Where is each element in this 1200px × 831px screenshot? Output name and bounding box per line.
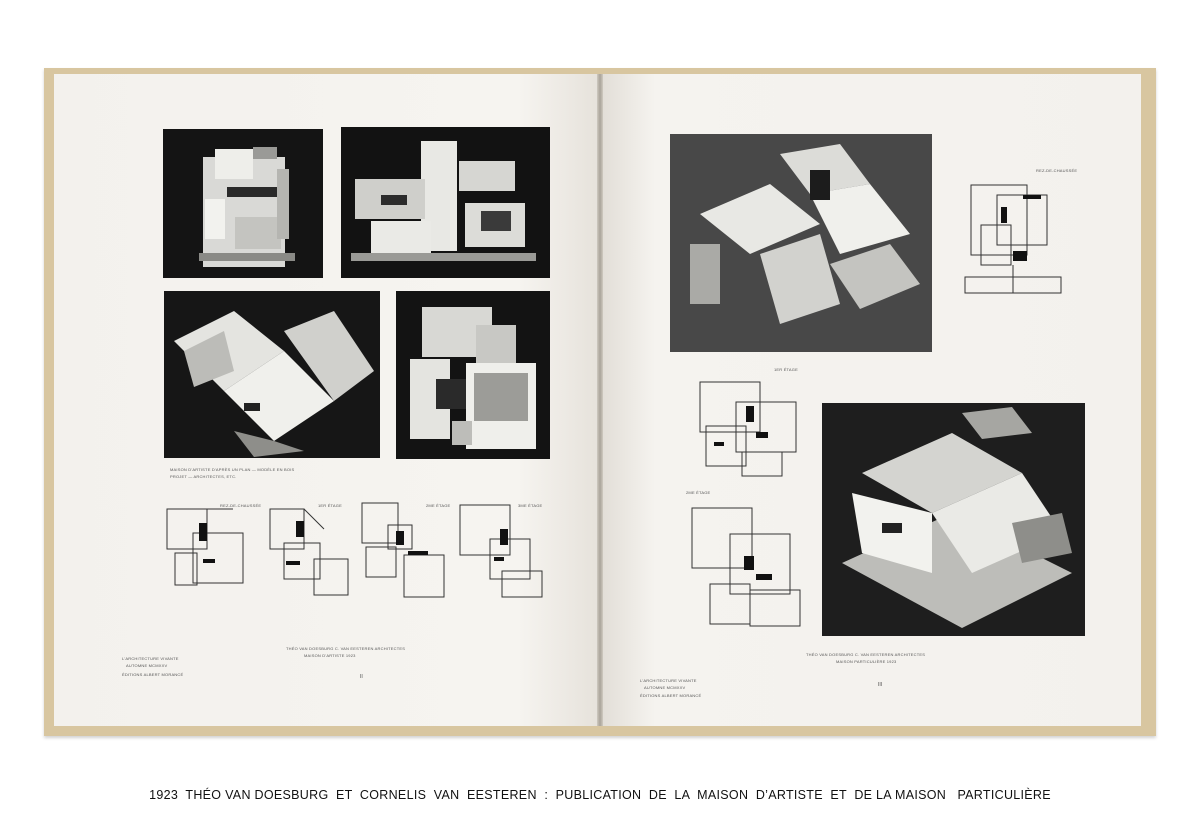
model-photo-4 xyxy=(396,291,550,459)
plan-label-5: REZ-DE-CHAUSSÉE xyxy=(1036,168,1078,173)
image-caption: 1923 THÉO VAN DOESBURG ET CORNELIS VAN EESTEREN : PUBLICATION DE LA MAISON D’ARTISTE ET DE LA MAISON PARTICULIÈRE xyxy=(149,788,1051,802)
floor-plan-7 xyxy=(686,494,814,634)
floor-plan-1 xyxy=(163,499,255,601)
floor-plan-2 xyxy=(264,499,356,601)
right-credit-left-2: AUTOMNE MCMXXV xyxy=(644,685,686,690)
right-page-number: III xyxy=(878,682,883,688)
left-credit-center-2: MAISON D'ARTISTE 1923 xyxy=(304,653,356,658)
book-gutter xyxy=(597,74,603,726)
right-credit-left-1: L'ARCHITECTURE VIVANTE xyxy=(640,678,697,683)
left-credit-center-1: THÉO VAN DOESBURG C. VAN EESTEREN ARCHITECTES xyxy=(286,646,406,651)
model-photo-2 xyxy=(341,127,550,278)
left-credit-left-3: ÉDITIONS ALBERT MORANCÉ xyxy=(122,672,184,677)
left-page-number: II xyxy=(360,674,363,680)
plan-label-3: 2ME ÉTAGE xyxy=(426,503,451,508)
left-photo-caption-2: PROJET — ARCHITECTES, ETC. xyxy=(170,474,237,479)
model-photo-3 xyxy=(164,291,380,458)
model-photo-6 xyxy=(822,403,1085,636)
floor-plan-6 xyxy=(686,372,810,484)
plan-label-1: REZ-DE-CHAUSSÉE xyxy=(220,503,262,508)
floor-plan-5 xyxy=(957,165,1069,300)
floor-plan-4 xyxy=(456,499,550,603)
plan-label-4: 3ME ÉTAGE xyxy=(518,503,543,508)
model-photo-1 xyxy=(163,129,323,278)
right-credit-center-2: MAISON PARTICULIÈRE 1923 xyxy=(836,659,897,664)
floor-plan-3 xyxy=(358,499,450,603)
model-photo-5 xyxy=(670,134,932,352)
plan-label-2: 1ER ÉTAGE xyxy=(318,503,342,508)
plan-label-7: 2ME ÉTAGE xyxy=(686,490,711,495)
left-photo-caption-1: MAISON D'ARTISTE D'APRÈS UN PLAN — MODÈLE EN BOIS xyxy=(170,467,295,472)
left-credit-left-1: L'ARCHITECTURE VIVANTE xyxy=(122,656,179,661)
right-credit-center-1: THÉO VAN DOESBURG C. VAN EESTEREN ARCHITECTES xyxy=(806,652,926,657)
right-credit-left-3: ÉDITIONS ALBERT MORANCÉ xyxy=(640,693,702,698)
plan-label-6: 1ER ÉTAGE xyxy=(774,367,798,372)
left-credit-left-2: AUTOMNE MCMXXV xyxy=(126,663,168,668)
